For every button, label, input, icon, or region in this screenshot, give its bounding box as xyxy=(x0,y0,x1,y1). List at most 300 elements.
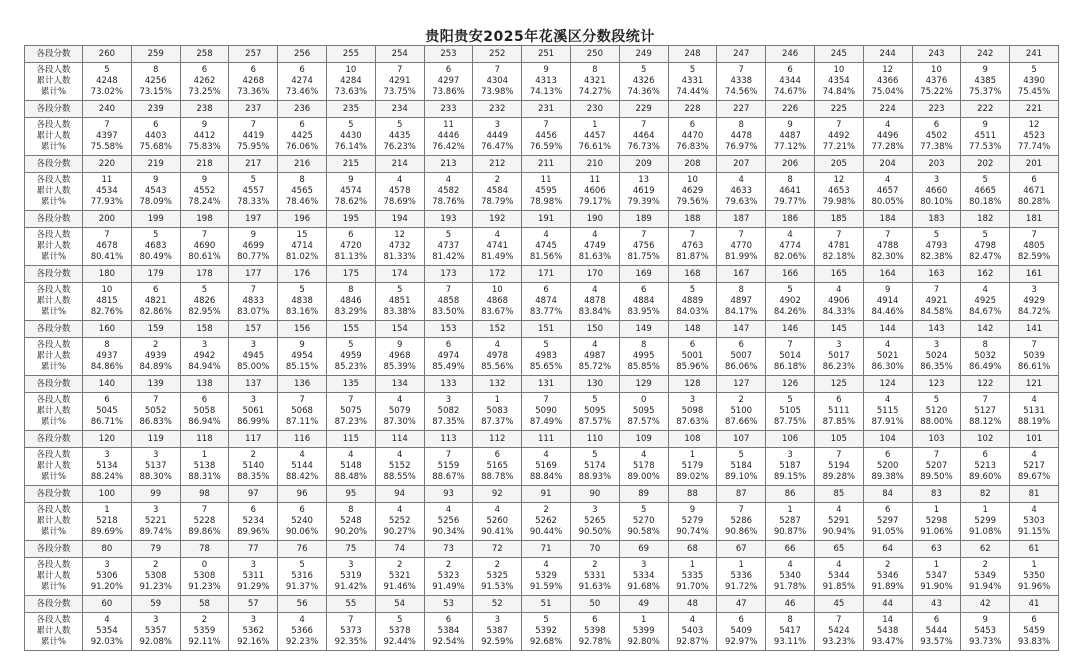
stats-cell xyxy=(424,393,473,431)
stats-cell xyxy=(229,503,278,541)
stats-cell xyxy=(326,338,375,376)
count-value: 1 xyxy=(982,505,988,515)
stats-cell xyxy=(180,393,229,431)
score-header-row xyxy=(25,101,1059,118)
score-cell: 199 xyxy=(131,211,180,228)
score-cell: 256 xyxy=(278,46,327,63)
count-value: 4 xyxy=(1031,395,1037,405)
percent-value: 84.03% xyxy=(676,307,709,317)
cumulative-value: 5438 xyxy=(876,626,899,636)
cumulative-value: 5021 xyxy=(876,351,899,361)
stats-cell xyxy=(83,338,132,376)
cumulative-value: 5234 xyxy=(242,516,265,526)
cumulative-label: 累计人数 xyxy=(36,406,71,416)
score-cell: 44 xyxy=(863,596,912,613)
stats-cell xyxy=(619,173,668,211)
stats-cell xyxy=(375,118,424,156)
cumulative-value: 4838 xyxy=(291,296,313,306)
count-value: 8 xyxy=(982,340,988,350)
count-value: 4 xyxy=(836,505,842,515)
cumulative-value: 5321 xyxy=(388,571,411,581)
count-value: 6 xyxy=(738,340,744,350)
score-cell: 110 xyxy=(570,431,619,448)
stats-cell xyxy=(570,173,619,211)
percent-value: 89.96% xyxy=(237,527,270,537)
count-value: 10 xyxy=(931,65,942,75)
percent-value: 92.54% xyxy=(432,637,465,647)
cumulative-value: 5316 xyxy=(291,571,313,581)
percent-value: 85.15% xyxy=(285,362,319,372)
cumulative-value: 5344 xyxy=(828,571,850,581)
stats-cell xyxy=(522,228,571,266)
score-cell: 187 xyxy=(717,211,766,228)
percent-value: 90.06% xyxy=(285,527,319,537)
score-cell: 60 xyxy=(83,596,132,613)
cumulative-value: 5387 xyxy=(486,626,509,636)
stats-cell xyxy=(814,63,863,101)
count-value: 5 xyxy=(104,65,110,75)
stats-cell xyxy=(375,503,424,541)
percent-value: 81.33% xyxy=(383,252,416,262)
cumulative-value: 4921 xyxy=(925,296,948,306)
score-cell: 121 xyxy=(1010,376,1059,393)
cumulative-value: 4321 xyxy=(584,76,606,86)
percent-value: 90.44% xyxy=(529,527,563,537)
stats-cell xyxy=(473,613,522,651)
percent-value: 83.95% xyxy=(627,307,660,317)
cumulative-value: 4464 xyxy=(632,131,655,141)
count-value: 4 xyxy=(640,450,647,460)
cumulative-value: 4846 xyxy=(340,296,362,306)
count-value: 13 xyxy=(638,175,650,185)
score-label: 各段分数 xyxy=(25,541,83,558)
count-value: 4 xyxy=(494,340,500,350)
score-cell: 193 xyxy=(424,211,473,228)
cumulative-value: 4256 xyxy=(144,76,167,86)
cumulative-value: 5346 xyxy=(876,571,899,581)
stats-cell xyxy=(326,393,375,431)
cumulative-value: 5303 xyxy=(1023,516,1045,526)
score-cell: 105 xyxy=(814,431,863,448)
count-value: 4 xyxy=(836,560,842,570)
cumulative-value: 4906 xyxy=(828,296,850,306)
percent-value: 90.27% xyxy=(383,527,416,537)
percent-value: 89.10% xyxy=(725,472,758,482)
count-value: 6 xyxy=(592,615,598,625)
stats-cell xyxy=(180,283,229,321)
score-cell: 196 xyxy=(278,211,327,228)
count-value: 6 xyxy=(104,395,110,405)
count-value: 2 xyxy=(982,560,988,570)
cumulative-value: 5298 xyxy=(925,516,948,526)
cumulative-value: 5417 xyxy=(779,626,801,636)
count-value: 7 xyxy=(445,285,452,295)
stats-cell xyxy=(570,338,619,376)
stats-cell xyxy=(180,118,229,156)
count-label: 各段人数 xyxy=(36,285,71,295)
cumulative-value: 5228 xyxy=(193,516,216,526)
count-value: 4 xyxy=(787,230,793,240)
cumulative-label: 累计人数 xyxy=(36,351,71,361)
cumulative-value: 4678 xyxy=(96,241,118,251)
cumulative-value: 5115 xyxy=(876,406,899,416)
percent-value: 92.97% xyxy=(725,637,758,647)
count-value: 6 xyxy=(640,285,647,295)
percent-value: 81.13% xyxy=(334,252,368,262)
stats-cell xyxy=(522,503,571,541)
score-cell: 222 xyxy=(961,101,1010,118)
stats-cell xyxy=(766,558,815,596)
stats-cell xyxy=(375,448,424,486)
count-value: 8 xyxy=(592,65,598,75)
count-value: 6 xyxy=(348,230,354,240)
cumulative-value: 4449 xyxy=(486,131,509,141)
stats-cell xyxy=(424,503,473,541)
percent-value: 74.67% xyxy=(773,87,807,97)
count-value: 7 xyxy=(201,230,208,240)
count-value: 5 xyxy=(933,230,940,240)
count-value: 7 xyxy=(884,230,891,240)
count-value: 9 xyxy=(396,340,403,350)
count-value: 5 xyxy=(348,120,354,130)
percent-value: 76.59% xyxy=(529,142,563,152)
cumulative-value: 5453 xyxy=(974,626,997,636)
count-value: 7 xyxy=(933,450,940,460)
stats-row xyxy=(25,283,1059,321)
count-value: 9 xyxy=(982,120,988,130)
count-value: 6 xyxy=(982,450,988,460)
percent-value: 75.04% xyxy=(871,87,904,97)
count-value: 6 xyxy=(1031,615,1037,625)
stats-cell xyxy=(570,503,619,541)
percent-value: 83.67% xyxy=(481,307,514,317)
cumulative-value: 5082 xyxy=(437,406,460,416)
score-cell: 106 xyxy=(766,431,815,448)
stats-cell xyxy=(229,63,278,101)
stats-cell xyxy=(717,228,766,266)
cumulative-value: 5287 xyxy=(779,516,801,526)
percent-value: 88.24% xyxy=(90,472,124,482)
count-value: 3 xyxy=(494,615,500,625)
percent-value: 92.23% xyxy=(285,637,319,647)
count-value: 9 xyxy=(884,285,891,295)
count-label: 各段人数 xyxy=(36,505,71,515)
count-value: 5 xyxy=(787,395,793,405)
percent-value: 91.72% xyxy=(725,582,758,592)
score-cell: 43 xyxy=(912,596,961,613)
stats-cell xyxy=(619,613,668,651)
percent-value: 89.60% xyxy=(969,472,1002,482)
stats-cell xyxy=(229,228,278,266)
cumulative-value: 4788 xyxy=(876,241,899,251)
stats-cell xyxy=(424,118,473,156)
percent-value: 73.25% xyxy=(188,87,221,97)
stats-cell xyxy=(522,448,571,486)
score-cell: 178 xyxy=(180,266,229,283)
cumulative-value: 5403 xyxy=(681,626,704,636)
stats-cell xyxy=(570,558,619,596)
score-cell: 221 xyxy=(1010,101,1059,118)
count-value: 7 xyxy=(836,120,842,130)
stats-cell xyxy=(1010,393,1059,431)
score-cell: 159 xyxy=(131,321,180,338)
percent-value: 74.13% xyxy=(529,87,563,97)
stats-cell xyxy=(863,613,912,651)
stats-cell xyxy=(473,283,522,321)
score-cell: 119 xyxy=(131,431,180,448)
cumulative-value: 4858 xyxy=(437,296,460,306)
count-value: 10 xyxy=(833,65,845,75)
percent-value: 88.00% xyxy=(920,417,953,427)
percent-value: 75.83% xyxy=(188,142,221,152)
count-value: 9 xyxy=(299,340,305,350)
percent-value: 74.56% xyxy=(725,87,758,97)
percent-value: 90.94% xyxy=(822,527,856,537)
score-cell: 148 xyxy=(668,321,717,338)
score-cell: 173 xyxy=(424,266,473,283)
score-cell: 169 xyxy=(619,266,668,283)
score-cell: 181 xyxy=(1010,211,1059,228)
stats-cell xyxy=(570,118,619,156)
count-value: 7 xyxy=(836,450,842,460)
stats-cell xyxy=(912,228,961,266)
cumulative-value: 4584 xyxy=(486,186,509,196)
percent-value: 76.61% xyxy=(578,142,612,152)
cumulative-value: 4248 xyxy=(96,76,118,86)
cumulative-value: 4470 xyxy=(681,131,704,141)
stats-cell xyxy=(326,283,375,321)
count-value: 5 xyxy=(689,65,696,75)
score-cell: 240 xyxy=(83,101,132,118)
percent-value: 81.42% xyxy=(432,252,465,262)
cumulative-value: 5024 xyxy=(925,351,948,361)
percent-value: 74.27% xyxy=(578,87,612,97)
stats-cell xyxy=(522,613,571,651)
cumulative-value: 4478 xyxy=(730,131,753,141)
score-cell: 130 xyxy=(570,376,619,393)
stats-cell xyxy=(814,503,863,541)
percent-value: 84.67% xyxy=(969,307,1002,317)
count-value: 2 xyxy=(494,560,500,570)
stats-cell xyxy=(961,63,1010,101)
percent-value: 91.49% xyxy=(432,582,465,592)
cumulative-value: 5165 xyxy=(486,461,509,471)
percent-value: 84.33% xyxy=(822,307,856,317)
count-value: 5 xyxy=(396,120,403,130)
count-value: 7 xyxy=(836,230,842,240)
percent-value: 89.86% xyxy=(188,527,221,537)
cumulative-value: 5127 xyxy=(974,406,997,416)
cumulative-value: 4543 xyxy=(144,186,167,196)
stats-cell xyxy=(912,393,961,431)
score-distribution-table xyxy=(24,45,1059,651)
percent-value: 87.23% xyxy=(334,417,368,427)
cumulative-value: 4741 xyxy=(486,241,509,251)
percent-value: 81.99% xyxy=(725,252,758,262)
score-cell: 161 xyxy=(1010,266,1059,283)
percent-value: 91.90% xyxy=(920,582,953,592)
cumulative-value: 4419 xyxy=(242,131,265,141)
cumulative-value: 5217 xyxy=(1023,461,1045,471)
stats-cell xyxy=(1010,558,1059,596)
count-value: 7 xyxy=(104,230,110,240)
count-value: 7 xyxy=(982,395,988,405)
stats-cell xyxy=(961,393,1010,431)
count-label: 各段人数 xyxy=(36,175,71,185)
percent-value: 87.35% xyxy=(432,417,465,427)
percent-value: 79.98% xyxy=(822,197,856,207)
stats-cell xyxy=(863,283,912,321)
score-label: 各段分数 xyxy=(25,266,83,283)
score-cell: 80 xyxy=(83,541,132,558)
count-value: 11 xyxy=(101,175,113,185)
cumulative-label: 累计人数 xyxy=(36,516,71,526)
cumulative-value: 5207 xyxy=(925,461,948,471)
count-value: 6 xyxy=(445,340,452,350)
stats-row xyxy=(25,393,1059,431)
stats-cell xyxy=(961,613,1010,651)
percent-value: 86.18% xyxy=(773,362,807,372)
count-value: 3 xyxy=(787,450,793,460)
cumulative-value: 5194 xyxy=(828,461,850,471)
percent-value: 81.56% xyxy=(529,252,563,262)
count-value: 6 xyxy=(787,65,793,75)
score-cell: 93 xyxy=(424,486,473,503)
cumulative-value: 4897 xyxy=(730,296,753,306)
stats-label-cell xyxy=(25,558,83,596)
count-value: 5 xyxy=(299,285,305,295)
cumulative-value: 4511 xyxy=(974,131,997,141)
percent-value: 88.67% xyxy=(432,472,465,482)
stats-cell xyxy=(1010,118,1059,156)
score-cell: 46 xyxy=(766,596,815,613)
score-cell: 129 xyxy=(619,376,668,393)
stats-cell xyxy=(717,613,766,651)
stats-cell xyxy=(619,558,668,596)
score-cell: 198 xyxy=(180,211,229,228)
stats-cell xyxy=(717,338,766,376)
stats-cell xyxy=(229,173,278,211)
percent-value: 82.95% xyxy=(188,307,221,317)
count-value: 2 xyxy=(738,395,744,405)
score-cell: 162 xyxy=(961,266,1010,283)
count-value: 9 xyxy=(348,175,354,185)
stats-cell xyxy=(424,448,473,486)
count-value: 12 xyxy=(882,65,894,75)
percent-value: 93.83% xyxy=(1017,637,1051,647)
percent-value: 79.39% xyxy=(627,197,660,207)
cumulative-value: 4274 xyxy=(291,76,313,86)
cumulative-value: 4793 xyxy=(925,241,948,251)
count-value: 10 xyxy=(687,175,698,185)
percent-value: 79.77% xyxy=(773,197,807,207)
stats-cell xyxy=(131,558,180,596)
stats-cell xyxy=(912,283,961,321)
stats-cell xyxy=(229,448,278,486)
cumulative-value: 5409 xyxy=(730,626,753,636)
stats-cell xyxy=(912,503,961,541)
score-cell: 224 xyxy=(863,101,912,118)
percent-value: 85.56% xyxy=(481,362,514,372)
stats-cell xyxy=(814,393,863,431)
score-cell: 210 xyxy=(570,156,619,173)
count-value: 8 xyxy=(348,505,354,515)
score-cell: 134 xyxy=(375,376,424,393)
score-cell: 150 xyxy=(570,321,619,338)
stats-cell xyxy=(522,338,571,376)
score-cell: 170 xyxy=(570,266,619,283)
percent-value: 91.37% xyxy=(285,582,319,592)
count-value: 3 xyxy=(494,120,500,130)
percent-value: 88.84% xyxy=(529,472,563,482)
stats-row xyxy=(25,503,1059,541)
score-cell: 227 xyxy=(717,101,766,118)
score-cell: 102 xyxy=(961,431,1010,448)
score-cell: 113 xyxy=(424,431,473,448)
cumulative-value: 4456 xyxy=(535,131,557,141)
score-cell: 197 xyxy=(229,211,278,228)
percent-value: 90.87% xyxy=(773,527,807,537)
percent-value: 91.23% xyxy=(139,582,172,592)
cumulative-value: 5111 xyxy=(828,406,850,416)
cumulative-value: 4660 xyxy=(925,186,948,196)
stats-cell xyxy=(619,63,668,101)
stats-cell xyxy=(326,118,375,156)
percent-value: 83.16% xyxy=(285,307,319,317)
stats-cell xyxy=(766,448,815,486)
percent-value: 89.15% xyxy=(773,472,807,482)
score-header-row xyxy=(25,321,1059,338)
percent-value: 73.02% xyxy=(90,87,124,97)
cumulative-value: 4390 xyxy=(1023,76,1045,86)
count-value: 1 xyxy=(592,120,598,130)
cumulative-value: 4683 xyxy=(144,241,167,251)
score-cell: 133 xyxy=(424,376,473,393)
count-value: 7 xyxy=(738,505,744,515)
score-cell: 247 xyxy=(717,46,766,63)
cumulative-value: 4699 xyxy=(242,241,265,251)
cumulative-value: 4412 xyxy=(193,131,216,141)
stats-cell xyxy=(473,228,522,266)
count-value: 4 xyxy=(884,175,891,185)
cumulative-value: 5359 xyxy=(193,626,216,636)
count-value: 5 xyxy=(250,175,256,185)
percent-label: 累计% xyxy=(40,527,67,537)
stats-cell xyxy=(717,558,766,596)
stats-cell xyxy=(473,63,522,101)
score-cell: 183 xyxy=(912,211,961,228)
percent-value: 87.30% xyxy=(383,417,416,427)
count-value: 5 xyxy=(933,395,940,405)
score-cell: 144 xyxy=(863,321,912,338)
score-cell: 88 xyxy=(668,486,717,503)
count-value: 6 xyxy=(152,285,159,295)
score-cell: 203 xyxy=(912,156,961,173)
score-header-row xyxy=(25,596,1059,613)
percent-value: 82.30% xyxy=(871,252,904,262)
score-cell: 71 xyxy=(522,541,571,558)
stats-cell xyxy=(83,558,132,596)
score-cell: 112 xyxy=(473,431,522,448)
stats-cell xyxy=(83,448,132,486)
stats-cell xyxy=(1010,63,1059,101)
percent-value: 82.86% xyxy=(139,307,172,317)
score-cell: 239 xyxy=(131,101,180,118)
cumulative-value: 5105 xyxy=(779,406,801,416)
stats-label-cell xyxy=(25,228,83,266)
stats-cell xyxy=(229,613,278,651)
stats-cell xyxy=(278,118,327,156)
